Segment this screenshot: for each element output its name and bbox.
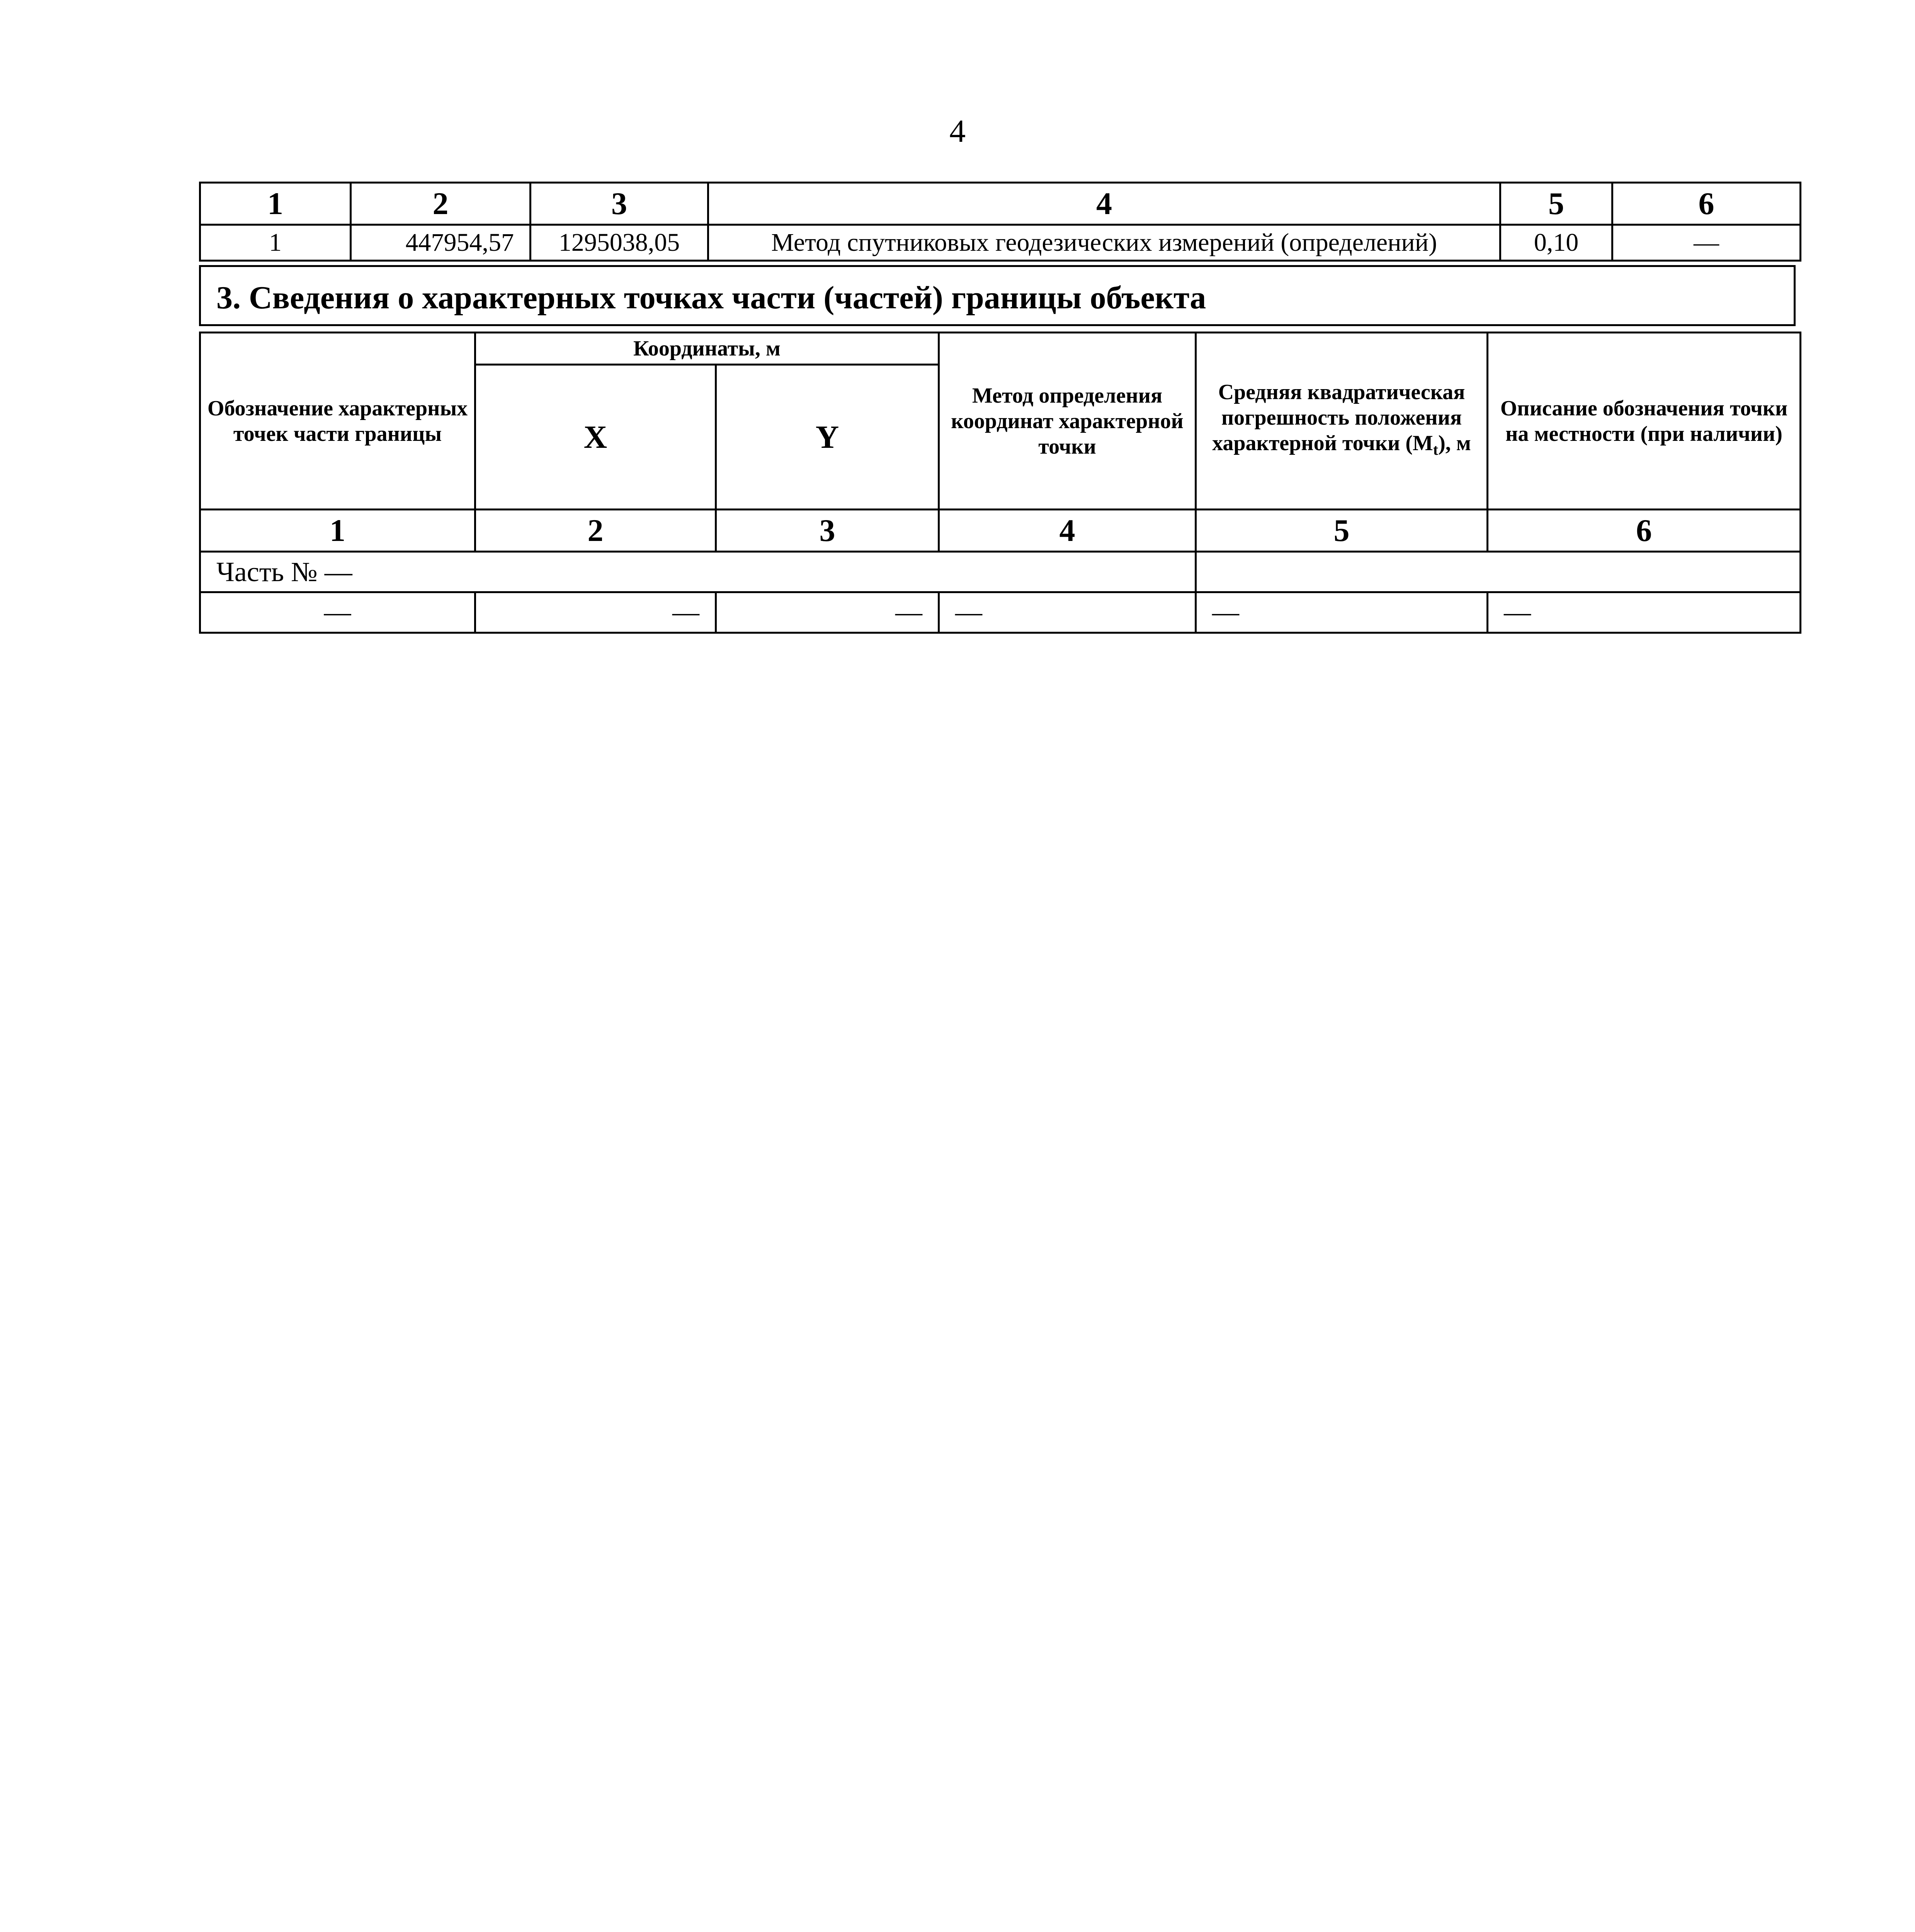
part-boundary-points-table	[199, 332, 1801, 634]
part-row	[200, 552, 1801, 592]
x-header: X	[475, 365, 716, 510]
column-number: 6	[1612, 183, 1801, 225]
coordinates-table-continuation	[199, 182, 1801, 262]
description-header: Описание обозначения точки на местности (при наличии)	[1488, 333, 1801, 510]
error-cell: 0,10	[1500, 225, 1612, 261]
column-number: 6	[1488, 510, 1801, 552]
point-number: 1	[200, 225, 351, 261]
error-header: Средняя квадратическая погрешность положения характерной точки $(M_t)$, м	[1196, 333, 1488, 510]
coord-x: 447954,57	[351, 225, 531, 261]
method-header: Метод определения координат характерной точки	[939, 333, 1196, 510]
column-number: 3	[716, 510, 939, 552]
column-number: 2	[351, 183, 531, 225]
coords-header: Координаты, м	[475, 333, 939, 365]
dash-cell: —	[200, 592, 475, 633]
table-row	[200, 225, 1801, 261]
column-number: 1	[200, 510, 475, 552]
column-number: 3	[531, 183, 708, 225]
column-number: 4	[939, 510, 1196, 552]
column-number: 2	[475, 510, 716, 552]
dash-cell: —	[1196, 592, 1488, 633]
dash-cell: —	[475, 592, 716, 633]
y-header: Y	[716, 365, 939, 510]
column-number: 4	[708, 183, 1500, 225]
dash-cell: —	[939, 592, 1196, 633]
description-cell: —	[1612, 225, 1801, 261]
table-header-row	[200, 183, 1801, 225]
column-number: 5	[1500, 183, 1612, 225]
section-title: 3. Сведения о характерных точках части (частей) границы объекта	[216, 280, 1206, 316]
designation-header: Обозначение характерных точек части границы	[200, 333, 475, 510]
section-heading-box	[199, 265, 1796, 326]
table-row	[200, 592, 1801, 633]
dash-cell: —	[1488, 592, 1801, 633]
page-number: 4	[949, 113, 966, 149]
dash-cell: —	[716, 592, 939, 633]
column-numbers-row	[200, 510, 1801, 552]
table-header-row	[200, 333, 1801, 365]
method-cell: Метод спутниковых геодезических измерений (определений)	[708, 225, 1500, 261]
column-number: 1	[200, 183, 351, 225]
part-empty-cell	[1196, 552, 1801, 592]
part-label: Часть № —	[200, 552, 1196, 592]
coord-y: 1295038,05	[531, 225, 708, 261]
column-number: 5	[1196, 510, 1488, 552]
